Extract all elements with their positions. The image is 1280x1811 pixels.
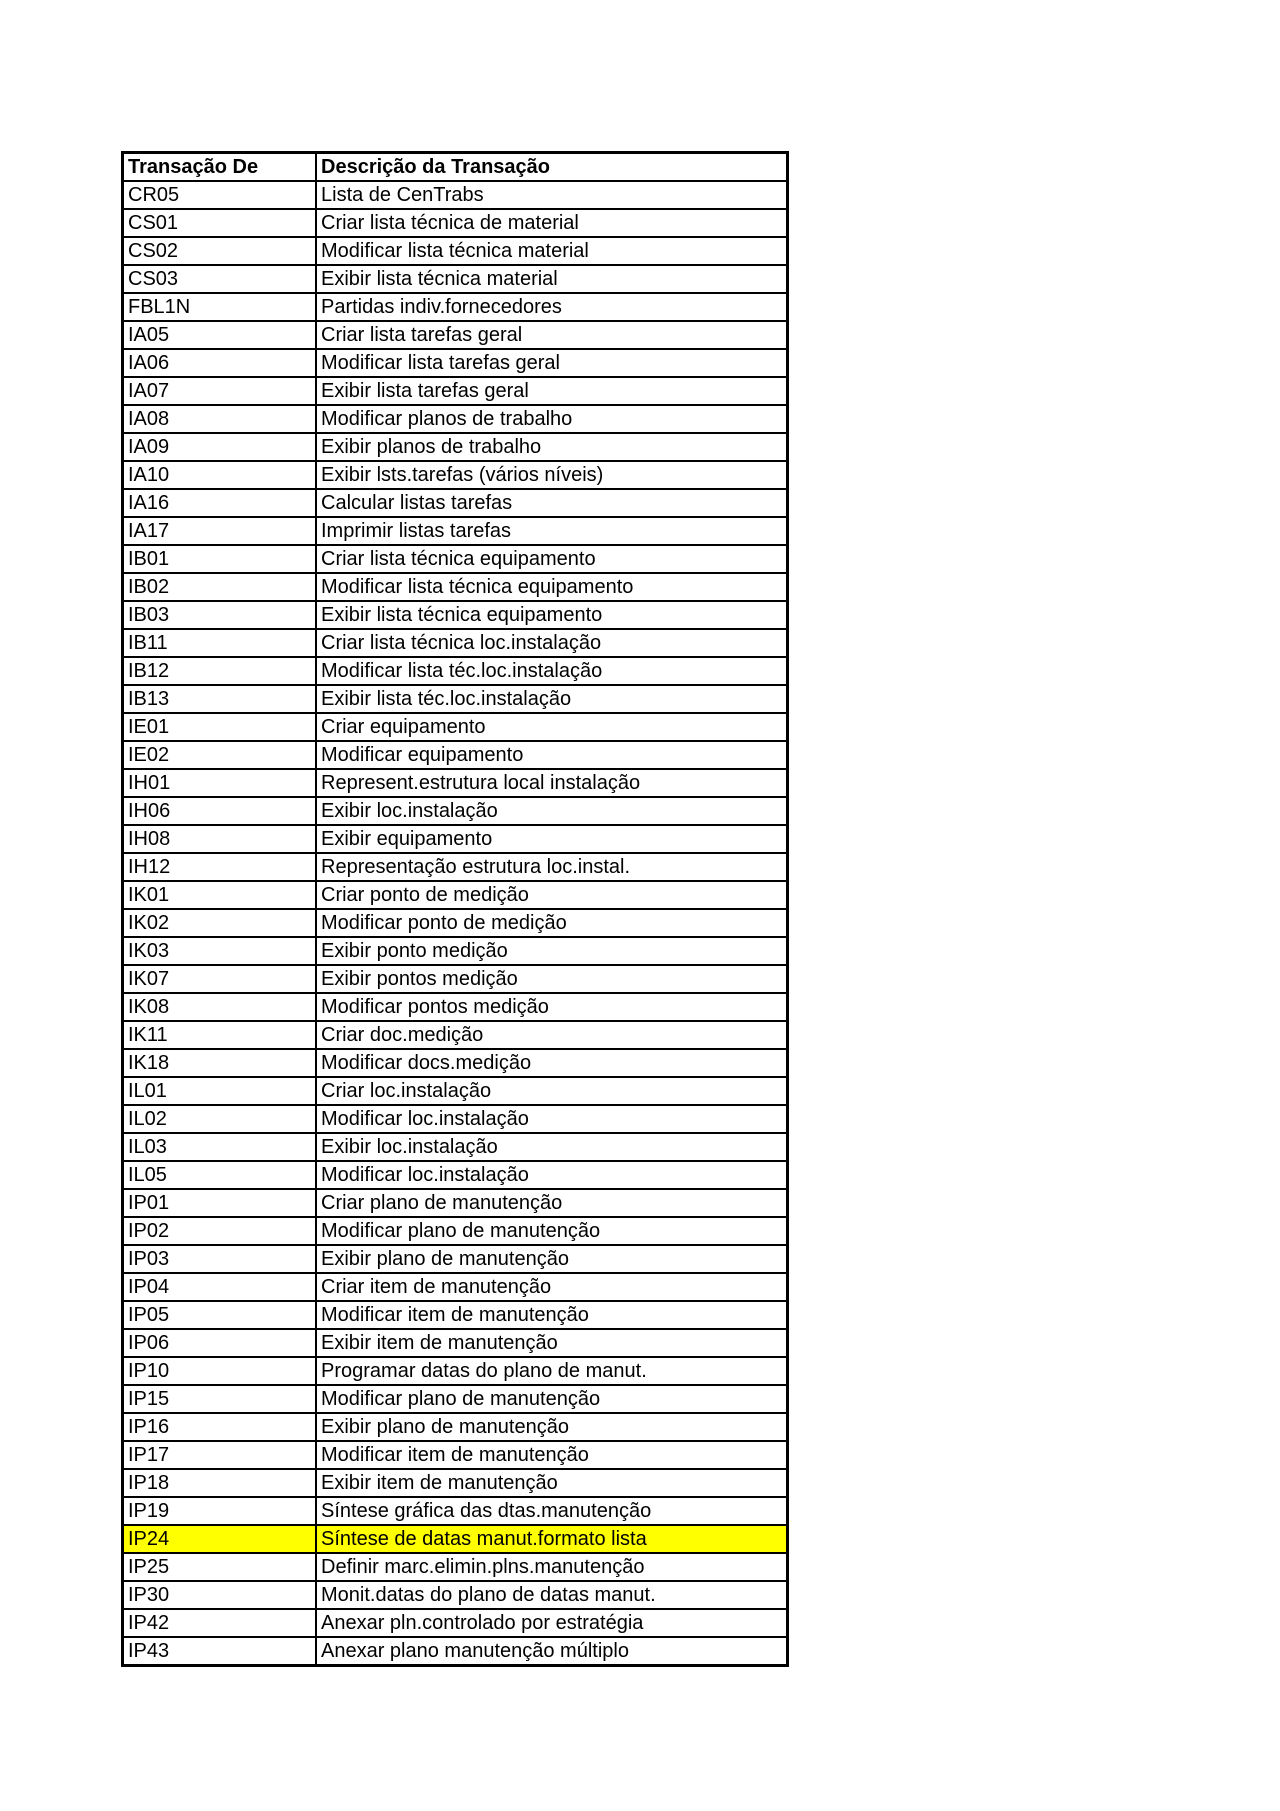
transaction-description-cell: Criar doc.medição [316,1021,786,1049]
transaction-code-cell: IP04 [124,1273,316,1301]
transaction-code-cell: IE01 [124,713,316,741]
transaction-description-cell: Representação estrutura loc.instal. [316,853,786,881]
table-row [124,517,786,545]
transaction-code-cell: IA06 [124,349,316,377]
transaction-code-cell: IP30 [124,1581,316,1609]
transaction-code-cell: IH06 [124,797,316,825]
transaction-code-cell: IB12 [124,657,316,685]
transaction-description-cell: Modificar item de manutenção [316,1441,786,1469]
transaction-description-cell: Modificar lista técnica equipamento [316,573,786,601]
transaction-code-cell: IP01 [124,1189,316,1217]
transaction-code-cell: IP43 [124,1637,316,1664]
table-row [124,965,786,993]
table-row [124,1553,786,1581]
transaction-description-cell: Criar lista técnica de material [316,209,786,237]
transaction-description-cell: Modificar pontos medição [316,993,786,1021]
transaction-description-cell: Criar ponto de medição [316,881,786,909]
table-row [124,909,786,937]
table-row [124,825,786,853]
header-transaction-code: Transação De [124,154,316,181]
transaction-description-cell: Modificar loc.instalação [316,1161,786,1189]
transaction-description-cell: Criar lista técnica loc.instalação [316,629,786,657]
transaction-code-cell: IK02 [124,909,316,937]
transaction-description-cell: Exibir loc.instalação [316,797,786,825]
transaction-description-cell: Exibir equipamento [316,825,786,853]
transaction-code-cell: IP06 [124,1329,316,1357]
transaction-code-cell: FBL1N [124,293,316,321]
transaction-description-cell: Modificar ponto de medição [316,909,786,937]
table-row [124,1161,786,1189]
transaction-description-cell: Exibir lista tarefas geral [316,377,786,405]
table-row [124,1357,786,1385]
table-row [124,769,786,797]
table-row [124,181,786,209]
table-row [124,741,786,769]
transaction-description-cell: Criar plano de manutenção [316,1189,786,1217]
transaction-description-cell: Monit.datas do plano de datas manut. [316,1581,786,1609]
transaction-code-cell: IK01 [124,881,316,909]
table-row [124,1021,786,1049]
table-row [124,321,786,349]
table-row [124,713,786,741]
transaction-description-cell: Criar lista tarefas geral [316,321,786,349]
table-row [124,461,786,489]
transaction-description-cell: Exibir lista técnica material [316,265,786,293]
table-row [124,377,786,405]
transaction-code-cell: IP10 [124,1357,316,1385]
table-body [124,181,786,1664]
table-row [124,1245,786,1273]
transaction-code-cell: IB11 [124,629,316,657]
transaction-code-cell: IB13 [124,685,316,713]
transaction-description-cell: Anexar plano manutenção múltiplo [321,1640,629,1662]
table-row [124,1469,786,1497]
transaction-code-cell: IK07 [124,965,316,993]
table-row [124,1301,786,1329]
table-row [124,1609,786,1637]
table-row [124,1525,786,1553]
transaction-description-cell: Síntese gráfica das dtas.manutenção [316,1497,786,1525]
transaction-code-cell: IH01 [124,769,316,797]
transaction-description-cell: Modificar equipamento [316,741,786,769]
transaction-code-cell: IP25 [124,1553,316,1581]
transaction-code-cell: IP18 [124,1469,316,1497]
table-row [124,1441,786,1469]
table-row [124,797,786,825]
transaction-description-cell: Imprimir listas tarefas [316,517,786,545]
transaction-code-cell: IB02 [124,573,316,601]
transaction-description-cell: Exibir item de manutenção [316,1469,786,1497]
transaction-description-cell: Exibir plano de manutenção [316,1413,786,1441]
transaction-code-cell: IA07 [124,377,316,405]
transaction-code-cell: IA08 [124,405,316,433]
transaction-description-cell: Programar datas do plano de manut. [316,1357,786,1385]
transaction-code-cell: CR05 [124,181,316,209]
transaction-code-cell: IH08 [124,825,316,853]
table-row [124,685,786,713]
transaction-code-cell: IA05 [124,321,316,349]
transaction-description-cell: Exibir loc.instalação [316,1133,786,1161]
table-row [124,601,786,629]
transaction-description-cell: Criar loc.instalação [316,1077,786,1105]
transaction-code-cell: IP05 [124,1301,316,1329]
transaction-description-cell: Anexar pln.controlado por estratégia [316,1609,786,1637]
table-row [124,881,786,909]
transaction-code-cell: IP24 [124,1525,316,1553]
transaction-description-cell: Modificar lista téc.loc.instalação [316,657,786,685]
transaction-description-cell: Modificar item de manutenção [316,1301,786,1329]
table-row [124,1105,786,1133]
transaction-code-cell: CS01 [124,209,316,237]
table-row [124,545,786,573]
table-row [124,1077,786,1105]
transaction-description-cell: Definir marc.elimin.plns.manutenção [316,1553,786,1581]
transaction-description-cell: Modificar lista técnica material [316,237,786,265]
transaction-description-cell: Modificar plano de manutenção [316,1217,786,1245]
transaction-code-cell: IA16 [124,489,316,517]
table-row [124,293,786,321]
table-row [124,1189,786,1217]
table-row [124,1581,786,1609]
transaction-description-cell: Partidas indiv.fornecedores [316,293,786,321]
transaction-code-cell: IA09 [124,433,316,461]
transaction-code-cell: CS03 [124,265,316,293]
transaction-description-cell: Síntese de datas manut.formato lista [316,1525,786,1553]
transaction-code-cell: IL02 [124,1105,316,1133]
transaction-description-cell: Exibir planos de trabalho [316,433,786,461]
table-row [124,405,786,433]
table-row [124,1133,786,1161]
transaction-description-cell: Criar item de manutenção [316,1273,786,1301]
transaction-code-cell: IP02 [124,1217,316,1245]
transaction-description-cell: Exibir lista técnica equipamento [316,601,786,629]
transaction-code-cell: IA10 [124,461,316,489]
table-row [124,993,786,1021]
transaction-description-cell: Modificar loc.instalação [316,1105,786,1133]
table-row [124,489,786,517]
table-row [124,1637,786,1664]
transaction-code-cell: IL01 [124,1077,316,1105]
transaction-description-cell: Calcular listas tarefas [316,489,786,517]
table-row [124,937,786,965]
table-row [124,1273,786,1301]
transaction-description-cell: Modificar plano de manutenção [316,1385,786,1413]
transaction-description-cell: Modificar lista tarefas geral [316,349,786,377]
table-row [124,265,786,293]
transaction-description-cell: Exibir item de manutenção [316,1329,786,1357]
transaction-code-cell: IK11 [124,1021,316,1049]
transaction-code-cell: IP16 [124,1413,316,1441]
transaction-description-cell: Exibir ponto medição [316,937,786,965]
table-row [124,629,786,657]
transaction-description-cell: Criar lista técnica equipamento [316,545,786,573]
transaction-description-cell: Exibir pontos medição [316,965,786,993]
header-transaction-description: Descrição da Transação [316,154,786,181]
transaction-code-cell: IP03 [124,1245,316,1273]
transaction-description-cell: Represent.estrutura local instalação [316,769,786,797]
transaction-code-cell: IK03 [124,937,316,965]
transaction-description-cell: Exibir lista téc.loc.instalação [316,685,786,713]
transaction-code-cell: IB03 [124,601,316,629]
table-row [124,349,786,377]
transaction-code-cell: IK18 [124,1049,316,1077]
transaction-code-cell: IP42 [124,1609,316,1637]
transaction-code-cell: IH12 [124,853,316,881]
transaction-code-cell: IK08 [124,993,316,1021]
transaction-description-cell: Modificar docs.medição [316,1049,786,1077]
transaction-code-cell: IL03 [124,1133,316,1161]
table-row [124,573,786,601]
transaction-description-cell: Exibir plano de manutenção [316,1245,786,1273]
table-row [124,1497,786,1525]
table-row [124,1217,786,1245]
table-row [124,237,786,265]
transaction-code-cell: IL05 [124,1161,316,1189]
header-row [124,154,786,181]
table-row [124,433,786,461]
transaction-code-cell: IP15 [124,1385,316,1413]
transaction-code-cell: IE02 [124,741,316,769]
table-row [124,1385,786,1413]
transaction-code-cell: IP19 [124,1497,316,1525]
transaction-description-cell: Modificar planos de trabalho [316,405,786,433]
transaction-description-cell: Criar equipamento [316,713,786,741]
table-row [124,853,786,881]
table-row [124,657,786,685]
transaction-grid [124,154,786,1664]
transaction-description-cell: Lista de CenTrabs [316,181,786,209]
transaction-code-cell: CS02 [124,237,316,265]
transaction-code-cell: IB01 [124,545,316,573]
table-row [124,1413,786,1441]
table-row [124,1049,786,1077]
transaction-code-cell: IA17 [124,517,316,545]
transaction-code-cell: IP17 [124,1441,316,1469]
table-row [124,209,786,237]
table-row [124,1329,786,1357]
transaction-table [121,151,789,1667]
transaction-description-cell: Exibir lsts.tarefas (vários níveis) [316,461,786,489]
